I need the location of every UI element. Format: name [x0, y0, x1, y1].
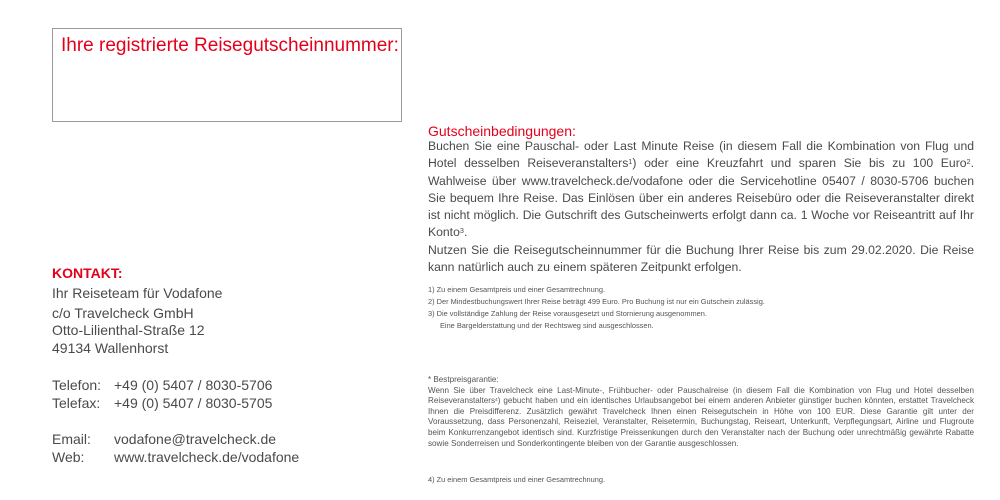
footnote-ref: 4 — [495, 398, 498, 404]
contact-address-line: 49134 Wallenhorst — [52, 340, 169, 356]
conditions-text: . Wahlweise über www.travelcheck.de/vodafone oder die Servicehotline 05407 / 8030-5706 buchen Sie bequem Ihre Reise. Das Einlösen über ein anderes Reisebüro oder die Reiseveranstalter direkt ist nicht möglich. Die Gutschrift des Gutscheinwerts erfolgt dann ca. 1 Woche vor Reiseantritt auf Ihr Konto — [428, 156, 975, 240]
footnote-ref: 1 — [628, 157, 633, 167]
conditions-paragraph — [428, 138, 974, 242]
contact-heading: KONTAKT: — [52, 265, 123, 281]
voucher-title: Ihre registrierte Reisegutscheinnummer: — [61, 35, 399, 56]
guarantee-text-part: Wenn Sie über Travelcheck eine Last-Minute-, Frühbucher- oder Pauschalreise (in diesem Fall die Kombination von Flug und Hotel desselben Reiseveranstalters — [428, 385, 974, 406]
guarantee-text-part: ) gebucht haben und ein identisches Urlaubsangebot bei einem anderen Anbieter günstiger buchen könnten, erstattet Travelcheck Ihnen die Preisdifferenz. Zusätzlich gewährt Travelcheck Ihnen einen Reisegutschein in Höhe von 100 EUR. Diese Garantie gilt unter der Voraussetzung, dass Personenzahl, Reiseziel, Veranstalter, Reisetermin, Buchungstag, Reiseart, Unterkunft, Verpflegungsart, Airline und Flugroute beim Konkurrenzangebot identisch sind. Kurzfristige Preissenkungen durch den Veranstalter nach der Buchung oder unrechtmäßig gewährte Rabatte sowie Sonderreisen und Sonderkontingente bleiben von der Garantie ausgeschlossen. — [428, 396, 974, 448]
fax-label: Telefax: — [52, 395, 101, 411]
best-price-guarantee — [428, 375, 974, 449]
contact-address-line: Ihr Reiseteam für Vodafone — [52, 285, 223, 301]
footnote: Eine Bargelderstattung und der Rechtsweg sind ausgeschlossen. — [440, 321, 654, 330]
footnote: 2) Der Mindestbuchungswert Ihrer Reise beträgt 499 Euro. Pro Buchung ist nur ein Gutschein zulässig. — [428, 297, 765, 306]
web-label: Web: — [52, 449, 85, 465]
footnote-ref: 3 — [459, 226, 464, 236]
conditions-text: ) oder eine Kreuzfahrt und sparen Sie bis zu 100 Euro — [632, 156, 967, 171]
voucher-number-box — [52, 28, 402, 122]
conditions-heading: Gutscheinbedingungen: — [428, 123, 576, 139]
conditions-paragraph: Nutzen Sie die Reisegutscheinnummer für die Buchung Ihrer Reise bis zum 29.02.2020. Die Reise kann natürlich auch zu einem späteren Zeitpunkt erfolgen. — [428, 242, 974, 275]
email-label: Email: — [52, 431, 91, 447]
email-link[interactable]: vodafone@travelcheck.de — [114, 431, 277, 447]
conditions-text: . — [463, 225, 468, 240]
footnote: 1) Zu einem Gesamtpreis und einer Gesamtrechnung. — [428, 285, 606, 294]
guarantee-text — [428, 386, 974, 450]
contact-address-line: Otto-Lilienthal-Straße 12 — [52, 322, 205, 338]
contact-address-line: c/o Travelcheck GmbH — [52, 305, 194, 321]
web-link[interactable]: www.travelcheck.de/vodafone — [114, 449, 300, 465]
phone-number: +49 (0) 5407 / 8030-5706 — [114, 377, 273, 393]
guarantee-heading: * Bestpreisgarantie: — [428, 375, 499, 384]
fax-number: +49 (0) 5407 / 8030-5705 — [114, 395, 273, 411]
footnote: 4) Zu einem Gesamtpreis und einer Gesamtrechnung. — [428, 475, 606, 484]
footnote: 3) Die vollständige Zahlung der Reise vorausgesetzt und Stornierung ausgenommen. — [428, 309, 707, 318]
conditions-text: Buchen Sie eine Pauschal- oder Last Minute Reise (in diesem Fall die Kombination von Flug und Hotel desselben Reiseveranstalters — [428, 139, 974, 171]
conditions-body — [428, 138, 974, 276]
footnote-ref: 2 — [966, 157, 971, 167]
phone-label: Telefon: — [52, 377, 102, 393]
